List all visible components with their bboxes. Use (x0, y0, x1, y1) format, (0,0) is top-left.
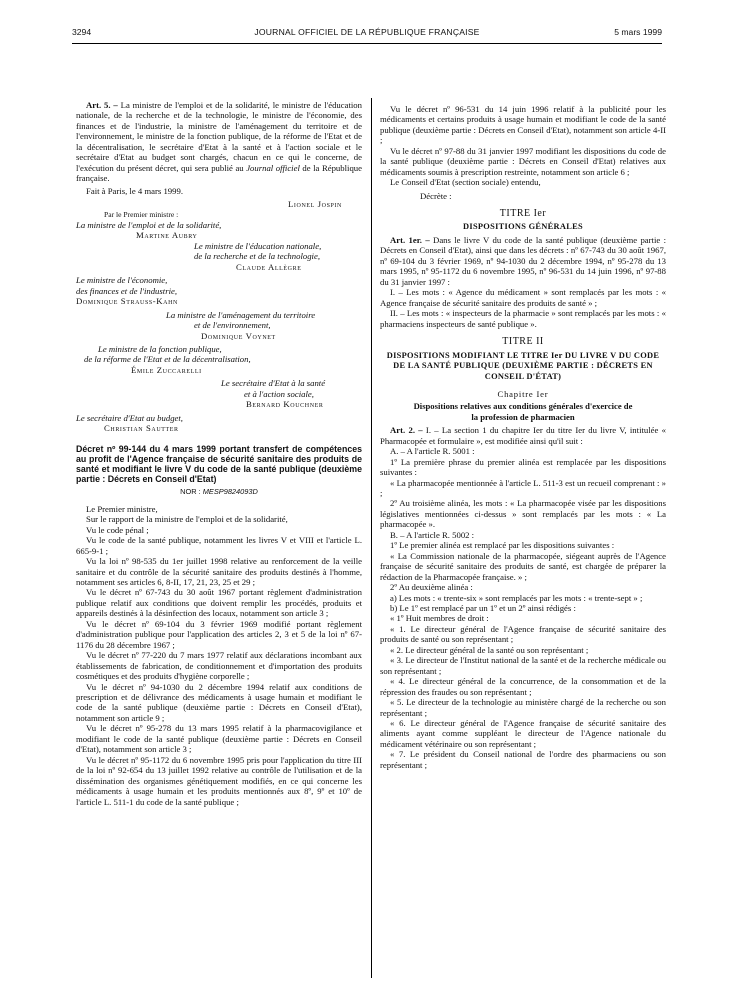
paragraph: « 3. Le directeur de l'Institut national de la santé et de la recherche médicale ou son représentant ; (380, 655, 666, 676)
titre-2: TITRE II (502, 336, 544, 348)
decree-title: Décret nº 99-144 du 4 mars 1999 portant transfert de compétences au profit de l'Agence française de sécurité sanitaire des produits de santé et modifiant le livre V du code de la santé publique (deuxième partie : Décrets en Conseil d'Etat) (76, 443, 362, 485)
decree-preamble (76, 504, 362, 807)
signature-title: de la recherche et de la technologie, (194, 251, 320, 262)
paragraph: Sur le rapport de la ministre de l'emploi et de la solidarité, (86, 514, 288, 525)
signature-name: Bernard Kouchner (246, 399, 324, 410)
paragraph: Vu le décret nº 94-1030 du 2 décembre 1994 relatif aux conditions de prescription et de délivrance des médicaments à usage humain et modifiant le code de la santé publique (deuxième partie : Décrets en Conseil d'Etat), notamment son article 9 ; (76, 681, 362, 723)
paragraph: Le Conseil d'Etat (section sociale) entendu, (390, 177, 541, 188)
signature-title: de la réforme de l'Etat et de la décentralisation, (84, 354, 251, 365)
paragraph: Vu le décret nº 95-1172 du 6 novembre 1995 pris pour l'application du titre III de la loi nº 92-654 du 13 juillet 1992 relative au contrôle de l'utilisation et de la dissémination des organismes génétiquement modifiés, en ce qui concerne les médicaments à usage humain et les produits mentionnés aux 8º, 9º et 10º de l'article L. 511-1 du code de la santé publique ; (76, 754, 362, 807)
signature-title: Le ministre de l'économie, (76, 275, 168, 286)
signature-name: Dominique Voynet (201, 330, 276, 341)
right-column (380, 104, 666, 770)
left-column (76, 100, 362, 807)
paragraph: a) Les mots : « trente-six » sont remplacés par les mots : « trente-sept » ; (390, 592, 643, 603)
article-2-body (380, 446, 666, 770)
fait-a-paris: Fait à Paris, le 4 mars 1999. (86, 185, 183, 196)
chapitre-1: Chapitre Ier (497, 388, 549, 399)
signature-title: La ministre de l'aménagement du territoire (166, 309, 316, 320)
paragraph: Vu le code de la santé publique, notamment les livres V et VIII et l'article L. 665-9-1 ; (76, 535, 362, 556)
paragraph: A. – A l'article R. 5001 : (390, 446, 475, 457)
signature-name: Dominique Strauss-Kahn (76, 296, 178, 307)
signature-title: des finances et de l'industrie, (76, 285, 178, 296)
paragraph: « 2. Le directeur général de la santé ou son représentant ; (390, 644, 589, 655)
article-1-para-1: I. – Les mots : « Agence du médicament » sont remplacés par les mots : « Agence française de sécurité sanitaire des produits de santé » ; (380, 287, 666, 308)
paragraph: « 1º Huit membres de droit : (390, 613, 489, 624)
chapitre-1-subtitle: Dispositions relatives aux conditions générales d'exercice de la profession de pharmacien (413, 401, 633, 422)
header-rule (72, 43, 662, 44)
signature-title: Le secrétaire d'Etat à la santé (221, 378, 326, 389)
page-header (72, 27, 662, 41)
column-divider (371, 98, 372, 978)
issue-date: 5 mars 1999 (614, 27, 662, 37)
paragraph: b) Le 1º est remplacé par un 1º et un 2º ainsi rédigés : (390, 602, 576, 613)
paragraph: Vu le décret nº 95-278 du 13 mars 1995 relatif à la pharmacovigilance et modifiant le code de la santé publique (deuxième partie : Décrets en Conseil d'Etat), notamment son article 3 ; (76, 723, 362, 755)
paragraph: B. – A l'article R. 5002 : (390, 529, 475, 540)
signature-title: Le ministre de l'éducation nationale, (194, 240, 322, 251)
signature-name: Émile Zuccarelli (131, 364, 202, 375)
article-1: Art. 1er. – Dans le livre V du code de la santé publique (deuxième partie : Décrets en Conseil d'Etat), ainsi que dans les décrets : nº 67-743 du 30 août 1967, nº 69-104 du 3 février 1969, nº 94-1030 du 2 décembre 1994, nº 95-278 du 13 mars 1995, nº 95-1172 du 6 novembre 1995, nº 96-531 du 14 juin 1996, nº 97-88 du 31 janvier 1997 : (380, 234, 666, 287)
paragraph: « 6. Le directeur général de l'Agence française de sécurité sanitaire des aliments ayant comme suppléant le directeur de l'Agence nationale du médicament vétérinaire ou son représentant ; (380, 717, 666, 749)
paragraph: « 1. Le directeur général de l'Agence française de sécurité sanitaire des produits de santé ou son représentant ; (380, 623, 666, 645)
paragraph: 1º Le premier alinéa est remplacé par les dispositions suivantes : (390, 540, 615, 551)
paragraph: Le Premier ministre, (86, 503, 158, 514)
signature-title: Le secrétaire d'Etat au budget, (76, 412, 183, 423)
paragraph: « 4. Le directeur général de la concurrence, de la consommation et de la répression des fraudes ou son représentant ; (380, 676, 666, 697)
journal-title: JOURNAL OFFICIEL DE LA RÉPUBLIQUE FRANÇAISE (254, 27, 480, 37)
page-number: 3294 (72, 27, 92, 37)
signature-by: Par le Premier ministre : (104, 209, 179, 219)
article-1-para-2: II. – Les mots : « inspecteurs de la pharmacie » sont remplacés par les mots : « pharmaciens inspecteurs de santé publique ». (380, 308, 666, 329)
titre-2-subtitle: DISPOSITIONS MODIFIANT LE TITRE Ier DU LIVRE V DU CODE DE LA SANTÉ PUBLIQUE (DEUXIÈME PARTIE : DÉCRETS EN CONSEIL D'ÉTAT) (386, 350, 660, 382)
paragraph: 2º Au troisième alinéa, les mots : « La pharmacopée visée par les dispositions législatives mentionnées ci-dessus » sont remplacés par les mots : « La pharmacopée ». (380, 498, 666, 530)
paragraph: « 7. Le président du Conseil national de l'ordre des pharmaciens ou son représentant ; (380, 749, 666, 770)
signature-title: et de l'environnement, (194, 320, 271, 331)
signature-name: Christian Sautter (104, 423, 179, 434)
signature-title: La ministre de l'emploi et de la solidarité, (76, 219, 222, 230)
signature-name: Claude Allègre (236, 261, 302, 272)
article-2: Art. 2. – I. – La section 1 du chapitre Ier du titre Ier du livre V, intitulée « Pharmacopée et formulaire », est modifiée ainsi qu'il suit : (380, 425, 666, 446)
preamble-continued (380, 104, 666, 188)
paragraph: Vu le décret nº 96-531 du 14 juin 1996 relatif à la publicité pour les médicaments et certains produits à usage humain et modifiant le code de la santé publique (deuxième partie : Décrets en Conseil d'Etat), notamment son article 4-II ; (380, 104, 666, 146)
paragraph: Vu le décret nº 69-104 du 3 février 1969 modifié portant règlement d'administration publique pour l'application des articles 2, 3 et 5 de la loi nº 67-1176 du 28 décembre 1967 ; (76, 618, 362, 650)
paragraph: Vu le décret nº 77-220 du 7 mars 1977 relatif aux déclarations incombant aux établissements de fabrication, de conditionnement et d'importation des produits cosmétiques et des produits d'hygiène corporelle ; (76, 650, 362, 682)
paragraph: Vu le code pénal ; (86, 524, 149, 535)
article-5: Art. 5. – La ministre de l'emploi et de la solidarité, le ministre de l'éducation nationale, de la recherche et de la technologie, le ministre de l'économie, des finances et de l'industrie, la ministre de l'aménagement du territoire et de l'environnement, le ministre de la fonction publique, de la réforme de l'Etat et de la décentralisation, le secrétaire d'Etat à la santé et à l'action sociale et le secrétaire d'Etat au budget sont chargés, chacun en ce qui le concerne, de l'exécution du présent décret, qui sera publié au Journal officiel de la République française. (76, 100, 362, 184)
paragraph: « La pharmacopée mentionnée à l'article L. 511-3 est un recueil comprenant : » ; (380, 477, 666, 498)
signature-title: et à l'action sociale, (244, 388, 314, 399)
paragraph: Vu le décret nº 97-88 du 31 janvier 1997 modifiant les dispositions du code de la santé publique (deuxième partie : Décrets en Conseil d'Etat) relatives aux médicaments soumis à prescription restreinte, notamment son article 6 ; (380, 145, 666, 177)
paragraph: Vu le décret nº 67-743 du 30 août 1967 portant règlement d'administration publique relatif aux conditions que doivent remplir les procédés, produits et appareils destinés à la désinfection des locaux, notamment son article 3 ; (76, 587, 362, 619)
titre-1: TITRE Ier (499, 208, 547, 220)
signature-pm: Lionel Jospin (288, 199, 342, 210)
paragraph: « 5. Le directeur de la technologie au ministère chargé de la recherche ou son représentant ; (380, 697, 666, 718)
titre-1-subtitle: DISPOSITIONS GÉNÉRALES (463, 221, 583, 231)
signature-title: Le ministre de la fonction publique, (98, 343, 222, 354)
paragraph: Vu la loi nº 98-535 du 1er juillet 1998 relative au renforcement de la veille sanitaire et du contrôle de la sécurité sanitaire des produits destinés à l'homme, notamment ses articles 6, 8-II, 17, 21, 23, 25 et 29 ; (76, 556, 362, 588)
decrete: Décrète : (420, 190, 452, 201)
nor-reference: NOR : MESP9824093D (180, 487, 258, 497)
paragraph: 2º Au deuxième alinéa : (390, 582, 473, 593)
paragraph: « La Commission nationale de la pharmacopée, siégeant auprès de l'Agence française de sécurité sanitaire des produits de santé, est chargée de préparer la rédaction de la Pharmacopée française. » ; (380, 550, 666, 582)
paragraph: 1º La première phrase du premier alinéa est remplacée par les dispositions suivantes : (380, 456, 666, 478)
signature-name: Martine Aubry (136, 230, 198, 241)
